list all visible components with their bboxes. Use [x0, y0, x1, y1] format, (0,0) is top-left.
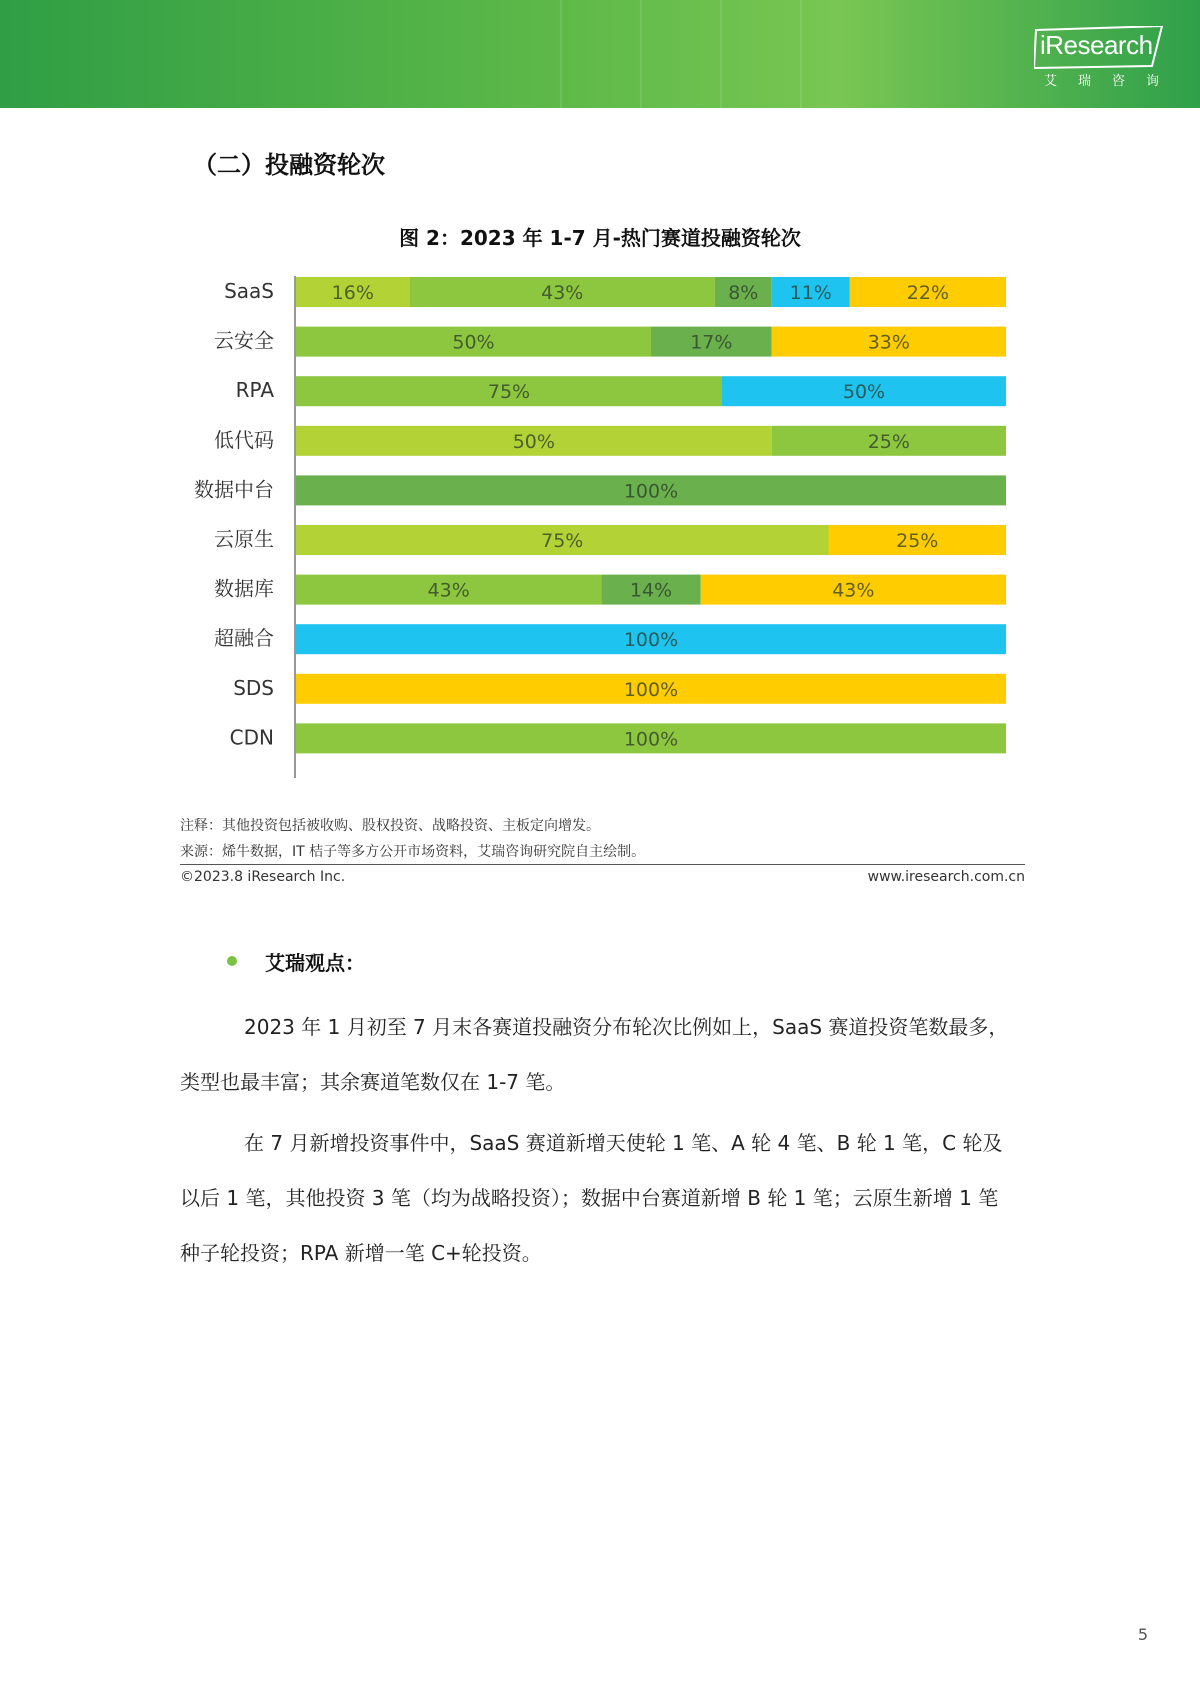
data-label: 8% — [728, 282, 759, 304]
data-label: 43% — [541, 282, 584, 304]
section-title: （二）投融资轮次 — [193, 151, 385, 179]
data-label: 43% — [832, 579, 875, 602]
viewpoint-paragraph-2-cont — [180, 1171, 1030, 1226]
data-label: 14% — [629, 579, 673, 602]
category-label: 云原生 — [214, 527, 274, 551]
data-label: 100% — [623, 678, 679, 701]
para2-line1: 在 7 月新增投资事件中，SaaS 赛道新增天使轮 1 笔、A 轮 4 笔、B 轮 1 笔，C 轮及 — [244, 1131, 1003, 1155]
category-label: 云安全 — [214, 328, 274, 353]
viewpoint-title: 艾瑞观点： — [265, 951, 365, 975]
header-band — [0, 0, 1200, 108]
para1-line2: 类型也最丰富；其余赛道笔数仅在 1-7 笔。 — [180, 1070, 566, 1094]
viewpoint-paragraph-2-end — [180, 1226, 1030, 1281]
data-label: 50% — [512, 430, 555, 453]
data-label: 75% — [541, 530, 584, 552]
data-label: 25% — [867, 430, 910, 453]
data-label: 25% — [896, 530, 939, 552]
data-label: 100% — [623, 480, 679, 503]
viewpoint-paragraph-1-cont — [180, 1055, 1030, 1110]
site-url[interactable]: www.iresearch.com.cn — [867, 869, 1025, 885]
category-label: RPA — [235, 378, 274, 403]
para2-line3: 种子轮投资；RPA 新增一笔 C+轮投资。 — [180, 1241, 542, 1265]
category-labels — [194, 279, 274, 749]
para1-line1: 2023 年 1 月初至 7 月末各赛道投融资分布轮次比例如上，SaaS 赛道投资笔数最多， — [244, 1015, 1009, 1039]
data-label: 100% — [623, 728, 679, 751]
category-label: 超融合 — [214, 626, 274, 651]
divider — [180, 864, 1025, 865]
category-label: 数据中台 — [194, 477, 274, 502]
iresearch-logo[interactable] — [1034, 26, 1181, 89]
data-label: 33% — [867, 331, 910, 354]
viewpoint-paragraph-2 — [180, 1116, 1030, 1171]
viewpoint-paragraph-1 — [180, 1000, 1030, 1055]
data-label: 22% — [906, 282, 950, 304]
category-label: SaaS — [224, 279, 274, 303]
copyright: ©2023.8 iResearch Inc. — [180, 869, 346, 885]
data-label: 100% — [623, 629, 679, 652]
category-label: SDS — [233, 675, 274, 700]
data-label: 50% — [842, 381, 886, 404]
stacked-bar-chart — [0, 270, 1200, 780]
data-label: 50% — [452, 331, 495, 354]
category-label: 低代码 — [214, 427, 274, 452]
data-label: 75% — [487, 381, 531, 404]
chart-title: 图 2：2023 年 1-7 月-热门赛道投融资轮次 — [399, 226, 801, 250]
data-label: 16% — [331, 282, 374, 304]
page-number: 5 — [1137, 1625, 1148, 1644]
category-label: 数据库 — [214, 576, 274, 601]
data-label: 17% — [690, 331, 733, 354]
logo-subtitle: 艾瑞咨询 — [1044, 74, 1181, 89]
data-label: 11% — [789, 282, 832, 304]
category-label: CDN — [229, 725, 274, 750]
data-label: 43% — [427, 579, 470, 602]
logo-text: iResearch — [1040, 30, 1153, 60]
chart-source: 来源：烯牛数据，IT 桔子等多方公开市场资料，艾瑞咨询研究院自主绘制。 — [180, 844, 646, 860]
bars — [296, 277, 1006, 753]
chart-note: 注释：其他投资包括被收购、股权投资、战略投资、主板定向增发。 — [180, 818, 600, 834]
bullet-icon — [227, 956, 237, 966]
para2-line2: 以后 1 笔，其他投资 3 笔（均为战略投资）；数据中台赛道新增 B 轮 1 笔；云原生新增 1 笔 — [180, 1186, 999, 1210]
